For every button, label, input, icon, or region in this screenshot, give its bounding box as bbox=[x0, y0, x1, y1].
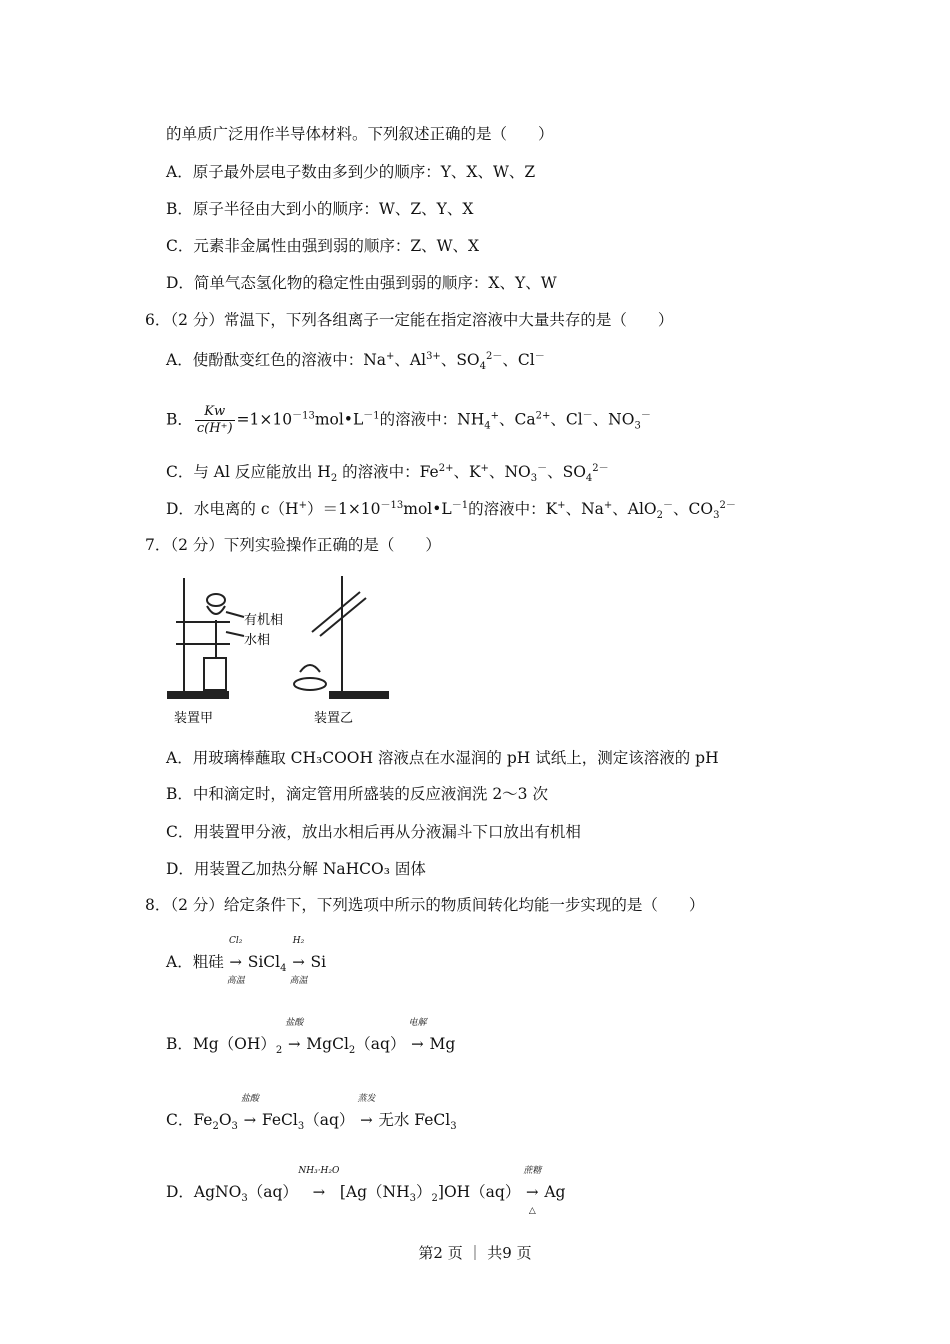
q8-option-c: C．$Fe_2O_3$ 盐酸 → FeCl$_3$（aq） 蒸发 → 无水 FeCl$_3$ bbox=[166, 1094, 457, 1132]
q6-option-c: C．与 Al 反应能放出 $H_2$ 的溶液中：$Fe^{2+}$、K+、$NO_3^-$、$SO_4^{2-}$ bbox=[166, 463, 609, 484]
arrow: 盐酸 → bbox=[240, 1094, 259, 1129]
arrow: 蒸发 → bbox=[357, 1094, 376, 1129]
q5-option-c: C．元素非金属性由强到弱的顺序：Z、W、X bbox=[166, 237, 480, 255]
q7-stem: 7．（2 分）下列实验操作正确的是（ ） bbox=[145, 536, 441, 554]
arrow: 电解 → bbox=[408, 1018, 427, 1053]
q5-stem-tail: 的单质广泛用作半导体材料。下列叙述正确的是（ ） bbox=[166, 125, 554, 143]
q7-option-d: D．用装置乙加热分解 NaHCO₃ 固体 bbox=[166, 860, 426, 878]
q6-stem: 6．（2 分）常温下，下列各组离子一定能在指定溶液中大量共存的是（ ） bbox=[145, 311, 674, 329]
q8-option-d: D．AgNO$_3$（aq） NH₃·H₂O → $[Ag(NH_3)_2]OH(aq)$ 蔗糖 → △ Ag bbox=[166, 1166, 566, 1216]
caption-b: 装置乙 bbox=[314, 711, 354, 726]
q8-option-a: A．粗硅 Cl₂ → 高温 SiCl$_4$ H₂ → 高温 Si bbox=[166, 936, 327, 986]
q7-option-a: A．用玻璃棒蘸取 CH₃COOH 溶液点在水湿润的 pH 试纸上，测定该溶液的 pH bbox=[166, 749, 719, 767]
q7-option-b: B．中和滴定时，滴定管用所盛装的反应液润洗 2～3 次 bbox=[166, 785, 548, 803]
q6-option-a: A．使酚酞变红色的溶液中：Na+、$Al^{3+}$、$SO_4^{2-}$、Cl－ bbox=[166, 351, 545, 372]
caption-a: 装置甲 bbox=[174, 711, 214, 726]
q6-option-d: D．水电离的 $c(H^+)=1\times 10^{-13}mol•L^{-1}$的溶液中：K+、Na+、AlO$_2$－、$CO_3^{2-}$ bbox=[166, 500, 736, 521]
q8-option-b: B．$Mg(OH)_2$ 盐酸 → MgCl$_2$（aq） 电解 → Mg bbox=[166, 1018, 456, 1056]
q5-option-b: B．原子半径由大到小的顺序：W、Z、Y、X bbox=[166, 200, 474, 218]
arrow: 盐酸 → bbox=[285, 1018, 304, 1053]
apparatus-b bbox=[294, 576, 388, 698]
arrow: 蔗糖 → △ bbox=[523, 1166, 542, 1216]
q5-option-d: D．简单气态氢化物的稳定性由强到弱的顺序：X、Y、W bbox=[166, 274, 557, 292]
arrow: H₂ → 高温 bbox=[289, 936, 308, 986]
q7-option-c: C．用装置甲分液，放出水相后再从分液漏斗下口放出有机相 bbox=[166, 823, 581, 841]
page-footer: 第2 页 ｜ 共9 页 bbox=[418, 1244, 532, 1262]
q8-stem: 8．（2 分）给定条件下，下列选项中所示的物质间转化均能一步实现的是（ ） bbox=[145, 896, 705, 914]
q6-option-b: B． $\frac{Kw}{c(H^+)}$ $=1\times 10^{-13}mol•L^{-1}$的溶液中：$NH_4^+$、$Ca^{2+}$、Cl－、$NO_3^-$ bbox=[166, 404, 651, 436]
arrow: Cl₂ → 高温 bbox=[226, 936, 245, 986]
label-organic: 有机相 bbox=[244, 613, 284, 628]
q7-apparatus-figure bbox=[160, 572, 400, 732]
arrow: NH₃·H₂O → bbox=[298, 1166, 340, 1201]
q5-option-a: A．原子最外层电子数由多到少的顺序：Y、X、W、Z bbox=[166, 163, 536, 181]
kw-fraction: $\frac{Kw}{c(H^+)}$ bbox=[196, 404, 233, 436]
label-water: 水相 bbox=[244, 633, 271, 648]
apparatus-a bbox=[168, 578, 244, 698]
